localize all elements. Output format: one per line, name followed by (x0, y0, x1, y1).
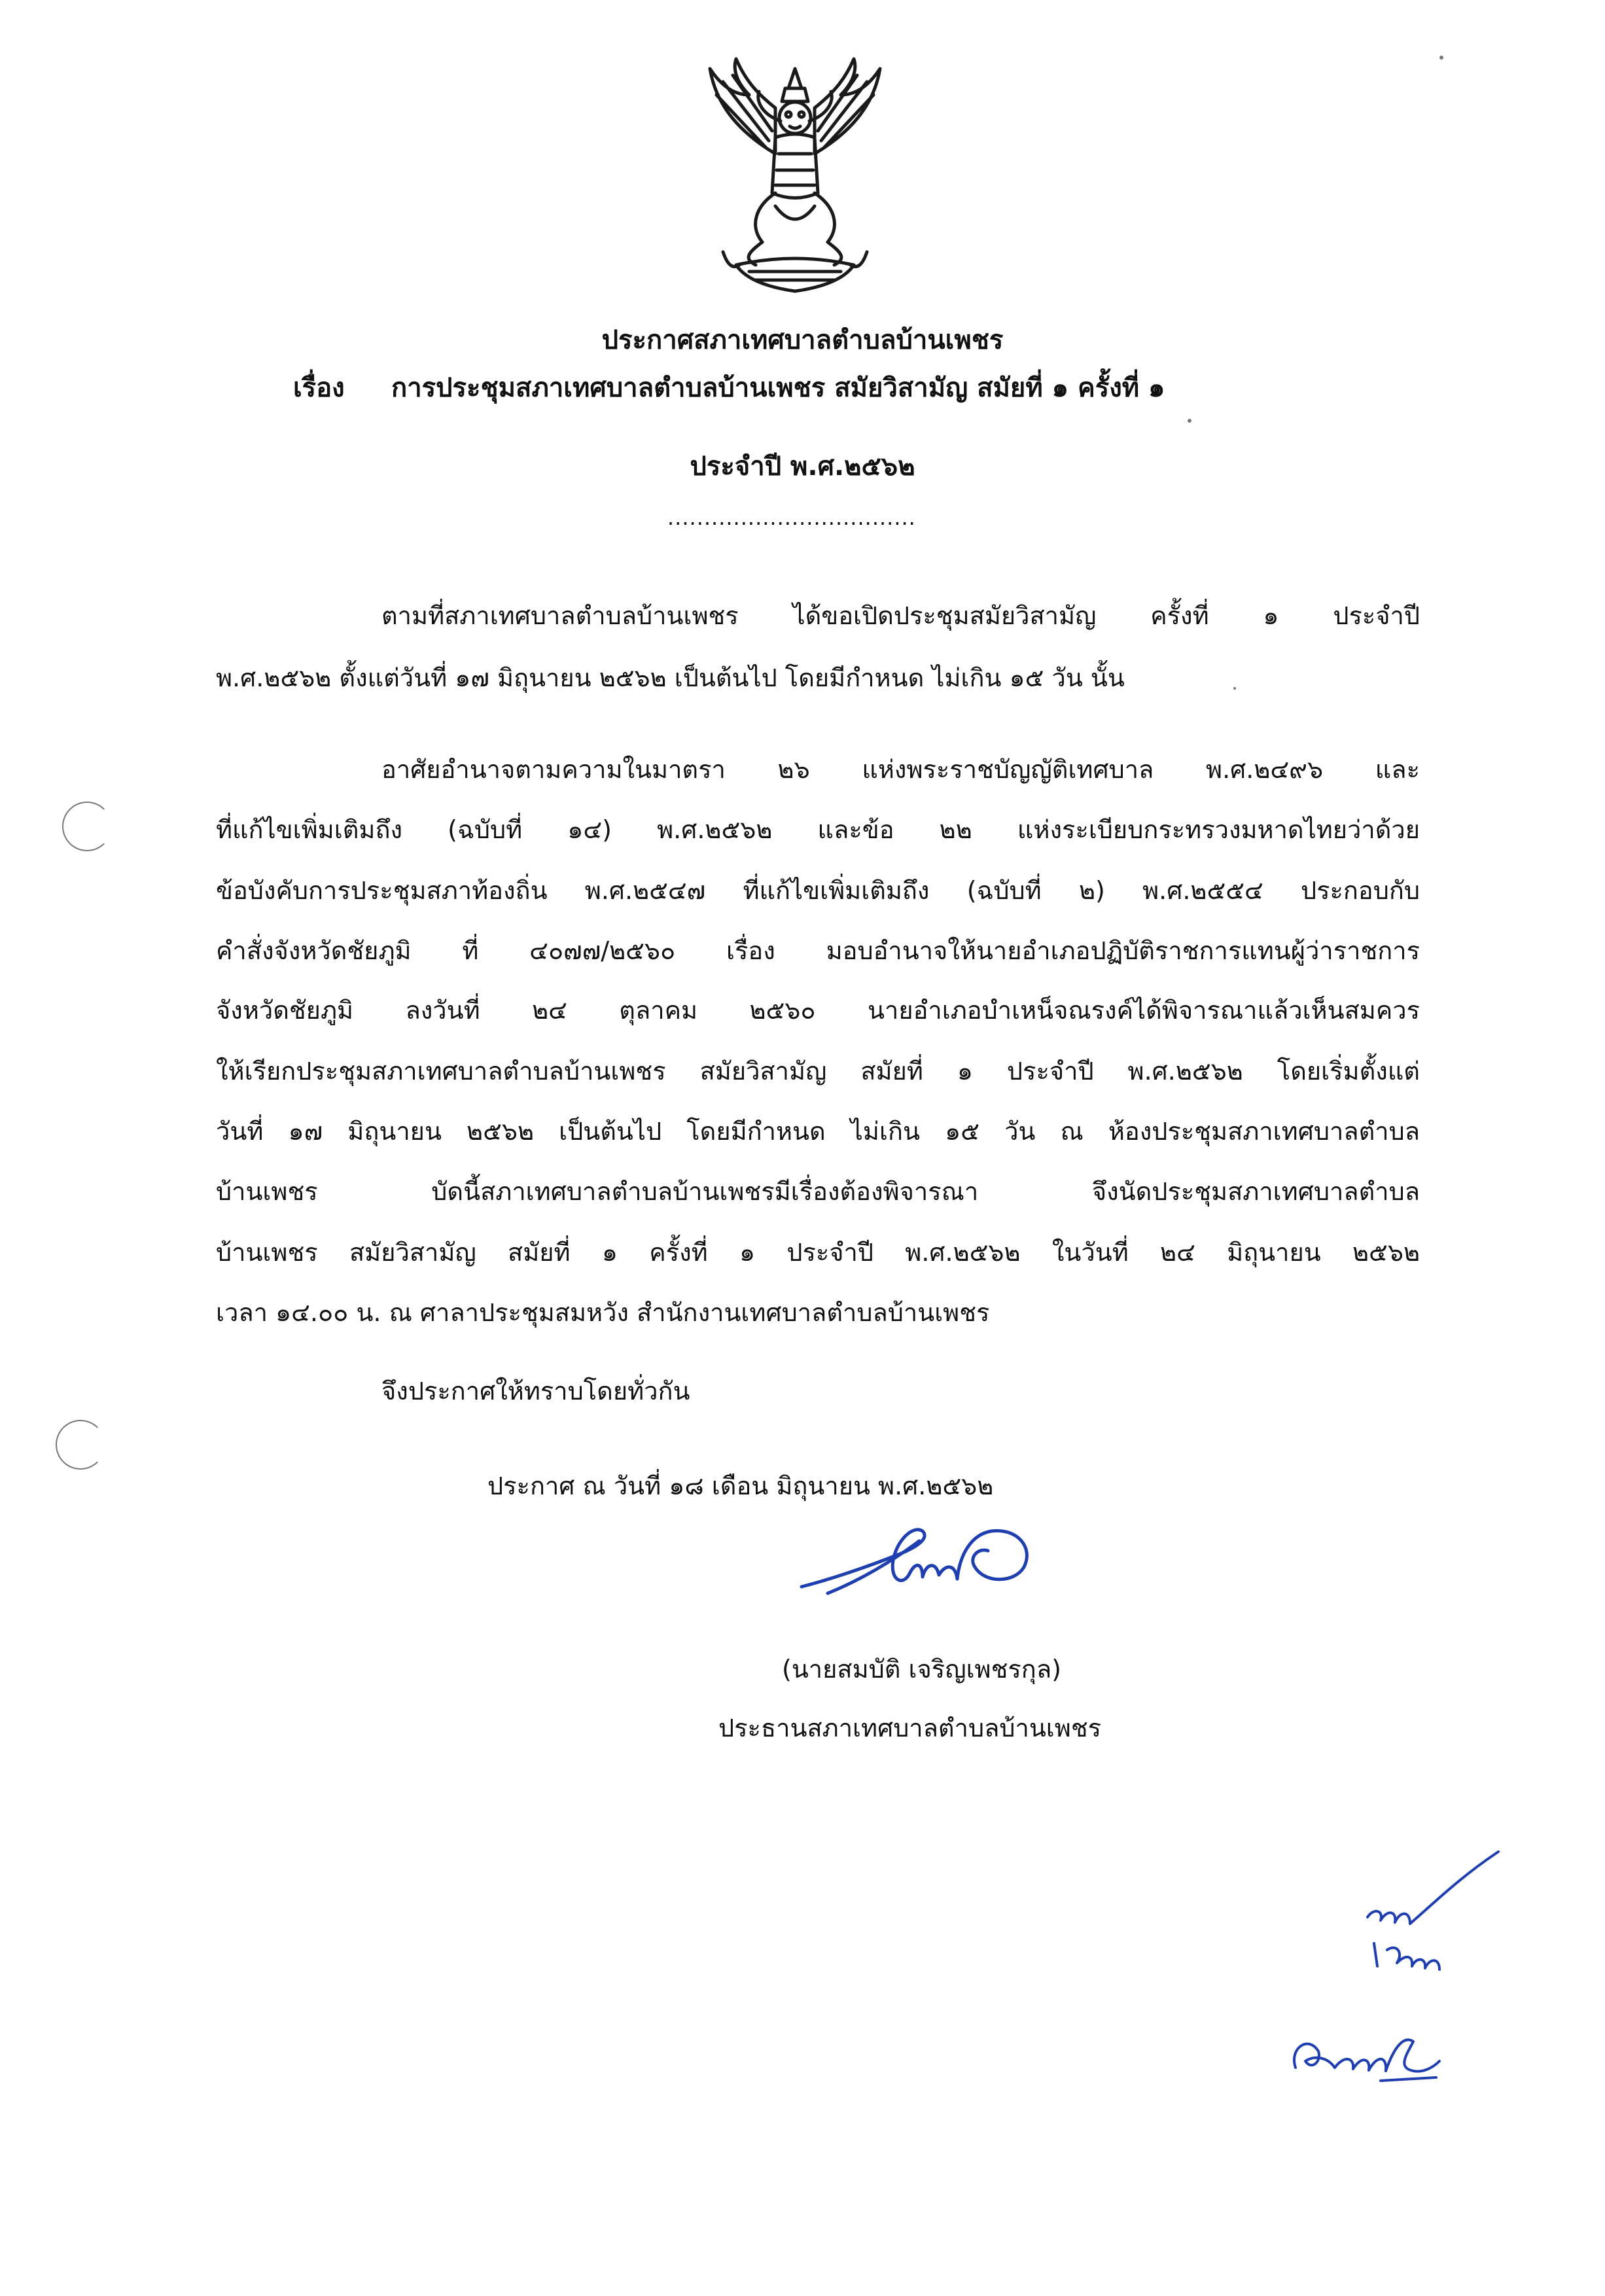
announcement-date: ประกาศ ณ วันที่ ๑๘ เดือน มิถุนายน พ.ศ.๒๕๖๒ (487, 1472, 994, 1500)
separator-dots: .................................. (667, 505, 916, 530)
closing-statement: จึงประกาศให้ทราบโดยทั่วกัน (381, 1377, 690, 1405)
subject-label: เรื่อง (293, 373, 345, 403)
announcement-title: ประกาศสภาเทศบาลตำบลบ้านเพชร (601, 325, 1004, 355)
signer-position: ประธานสภาเทศบาลตำบลบ้านเพชร (718, 1714, 1102, 1742)
paragraph2-line: วันที่ ๑๗ มิถุนายน ๒๕๖๒ เป็นต้นไป โดยมีกำหนด ไม่เกิน ๑๕ วัน ณ ห้องประชุมสภาเทศบาลตำบล (216, 1117, 1420, 1146)
signer-name: (นายสมบัติ เจริญเพชรกุล) (782, 1655, 1061, 1684)
punch-hole (62, 802, 112, 851)
garuda-emblem (677, 56, 913, 304)
paragraph2-line: ข้อบังคับการประชุมสภาท้องถิ่น พ.ศ.๒๕๔๗ ที่แก้ไขเพิ่มเติมถึง (ฉบับที่ ๒) พ.ศ.๒๕๕๔ ประกอบกับ (216, 876, 1420, 905)
paragraph2-line: บ้านเพชร สมัยวิสามัญ สมัยที่ ๑ ครั้งที่ ๑ ประจำปี พ.ศ.๒๕๖๒ ในวันที่ ๒๔ มิถุนายน ๒๕๖๒ (216, 1238, 1420, 1267)
handwritten-initials (1282, 2015, 1453, 2087)
paragraph2-line: บ้านเพชร บัดนี้สภาเทศบาลตำบลบ้านเพชรมีเรื่องต้องพิจารณา จึงนัดประชุมสภาเทศบาลตำบล (216, 1177, 1420, 1206)
paragraph2-line: ที่แก้ไขเพิ่มเติมถึง (ฉบับที่ ๑๔) พ.ศ.๒๕๖๒ และข้อ ๒๒ แห่งระเบียบกระทรวงมหาดไทยว่าด้วย (216, 815, 1420, 844)
paragraph1-line: ตามที่สภาเทศบาลตำบลบ้านเพชร ได้ขอเปิดประชุมสมัยวิสามัญ ครั้งที่ ๑ ประจำปี (381, 601, 1420, 630)
scan-speck (1188, 419, 1191, 423)
subject-text: การประชุมสภาเทศบาลตำบลบ้านเพชร สมัยวิสามัญ สมัยที่ ๑ ครั้งที่ ๑ (391, 373, 1165, 403)
scan-speck (1233, 687, 1236, 690)
paragraph2-line: ให้เรียกประชุมสภาเทศบาลตำบลบ้านเพชร สมัยวิสามัญ สมัยที่ ๑ ประจำปี พ.ศ.๒๕๖๒ โดยเริ่มตั้งแต่ (216, 1057, 1420, 1086)
paragraph2-line: จังหวัดชัยภูมิ ลงวันที่ ๒๔ ตุลาคม ๒๕๖๐ นายอำเภอบำเหน็จณรงค์ได้พิจารณาแล้วเห็นสมควร (216, 996, 1420, 1025)
announcement-year: ประจำปี พ.ศ.๒๕๖๒ (690, 451, 915, 482)
paragraph2-line: อาศัยอำนาจตามความในมาตรา ๒๖ แห่งพระราชบัญญัติเทศบาล พ.ศ.๒๔๙๖ และ (381, 755, 1420, 784)
punch-hole (56, 1420, 105, 1470)
paragraph2-line: เวลา ๑๔.๐๐ น. ณ ศาลาประชุมสมหวัง สำนักงานเทศบาลตำบลบ้านเพชร (216, 1298, 990, 1327)
handwritten-note (1348, 1845, 1518, 1983)
paragraph2-line: คำสั่งจังหวัดชัยภูมิ ที่ ๔๐๗๗/๒๕๖๐ เรื่อง มอบอำนาจให้นายอำเภอปฏิบัติราชการแทนผู้ว่าราชการ (216, 936, 1420, 965)
signature-image (788, 1502, 1050, 1619)
paragraph1-line: พ.ศ.๒๕๖๒ ตั้งแต่วันที่ ๑๗ มิถุนายน ๒๕๖๒ เป็นต้นไป โดยมีกำหนด ไม่เกิน ๑๕ วัน นั้น (216, 663, 1125, 692)
scan-speck (1439, 56, 1443, 60)
